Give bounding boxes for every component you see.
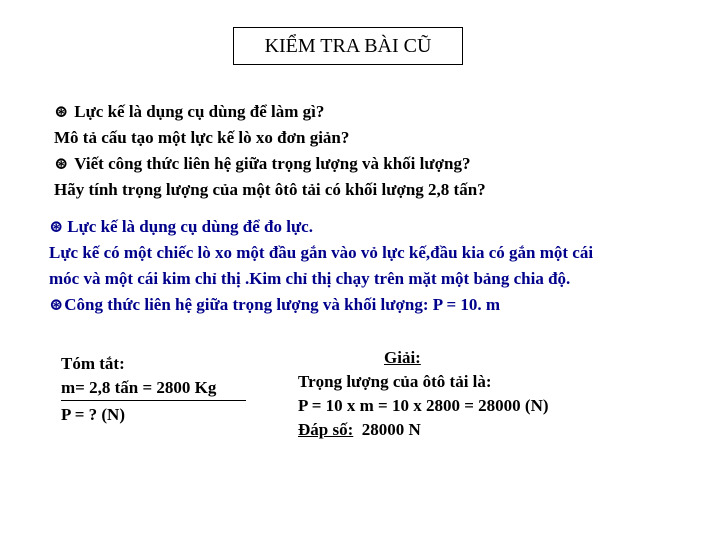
summary-find: P = ? (N) [61, 405, 125, 424]
bullet-icon: ⊛ [54, 102, 69, 121]
answer-2-line-2: móc và một cái kim chỉ thị .Kim chỉ thị chạy trên mặt một bảng chia độ. [49, 269, 571, 288]
solution-line-2: P = 10 x m = 10 x 2800 = 28000 (N) [298, 396, 549, 415]
summary-given: m= 2,8 tấn = 2800 Kg [61, 378, 217, 397]
answer-3 [49, 292, 593, 318]
answer-3-text: Công thức liên hệ giữa trọng lượng và khối lượng: P = 10. m [64, 295, 501, 314]
question-3 [54, 151, 486, 177]
solution-answer [298, 418, 549, 442]
page-title: KIỂM TRA BÀI CŨ [233, 27, 463, 65]
question-1 [54, 99, 486, 125]
answer-1-text: Lực kế là dụng cụ dùng để đo lực. [67, 217, 313, 236]
solution-block [298, 346, 549, 442]
answer-2-line-1: Lực kế có một chiếc lò xo một đầu gắn vào vỏ lực kế,đầu kia có gắn một cái [49, 243, 594, 262]
bullet-icon: ⊛ [49, 217, 64, 236]
question-2: Mô tả cấu tạo một lực kế lò xo đơn giản? [54, 128, 350, 147]
question-1-text: Lực kế là dụng cụ dùng để làm gì? [74, 102, 325, 121]
bullet-icon: ⊛ [49, 295, 64, 314]
question-4: Hãy tính trọng lượng của một ôtô tải có khối lượng 2,8 tấn? [54, 180, 486, 199]
solution-heading: Giải: [384, 348, 421, 367]
summary-block [61, 352, 246, 427]
summary-heading: Tóm tắt: [61, 354, 125, 373]
bullet-icon: ⊛ [54, 154, 69, 173]
question-3-text: Viết công thức liên hệ giữa trọng lượng và khối lượng? [74, 154, 471, 173]
solution-line-1: Trọng lượng của ôtô tải là: [298, 372, 492, 391]
questions-block [54, 99, 486, 203]
answer-label: Đáp số: [298, 420, 354, 439]
answer-value: 28000 N [361, 420, 421, 439]
answer-1 [49, 214, 593, 240]
answers-block [49, 214, 593, 318]
summary-divider [61, 400, 246, 401]
